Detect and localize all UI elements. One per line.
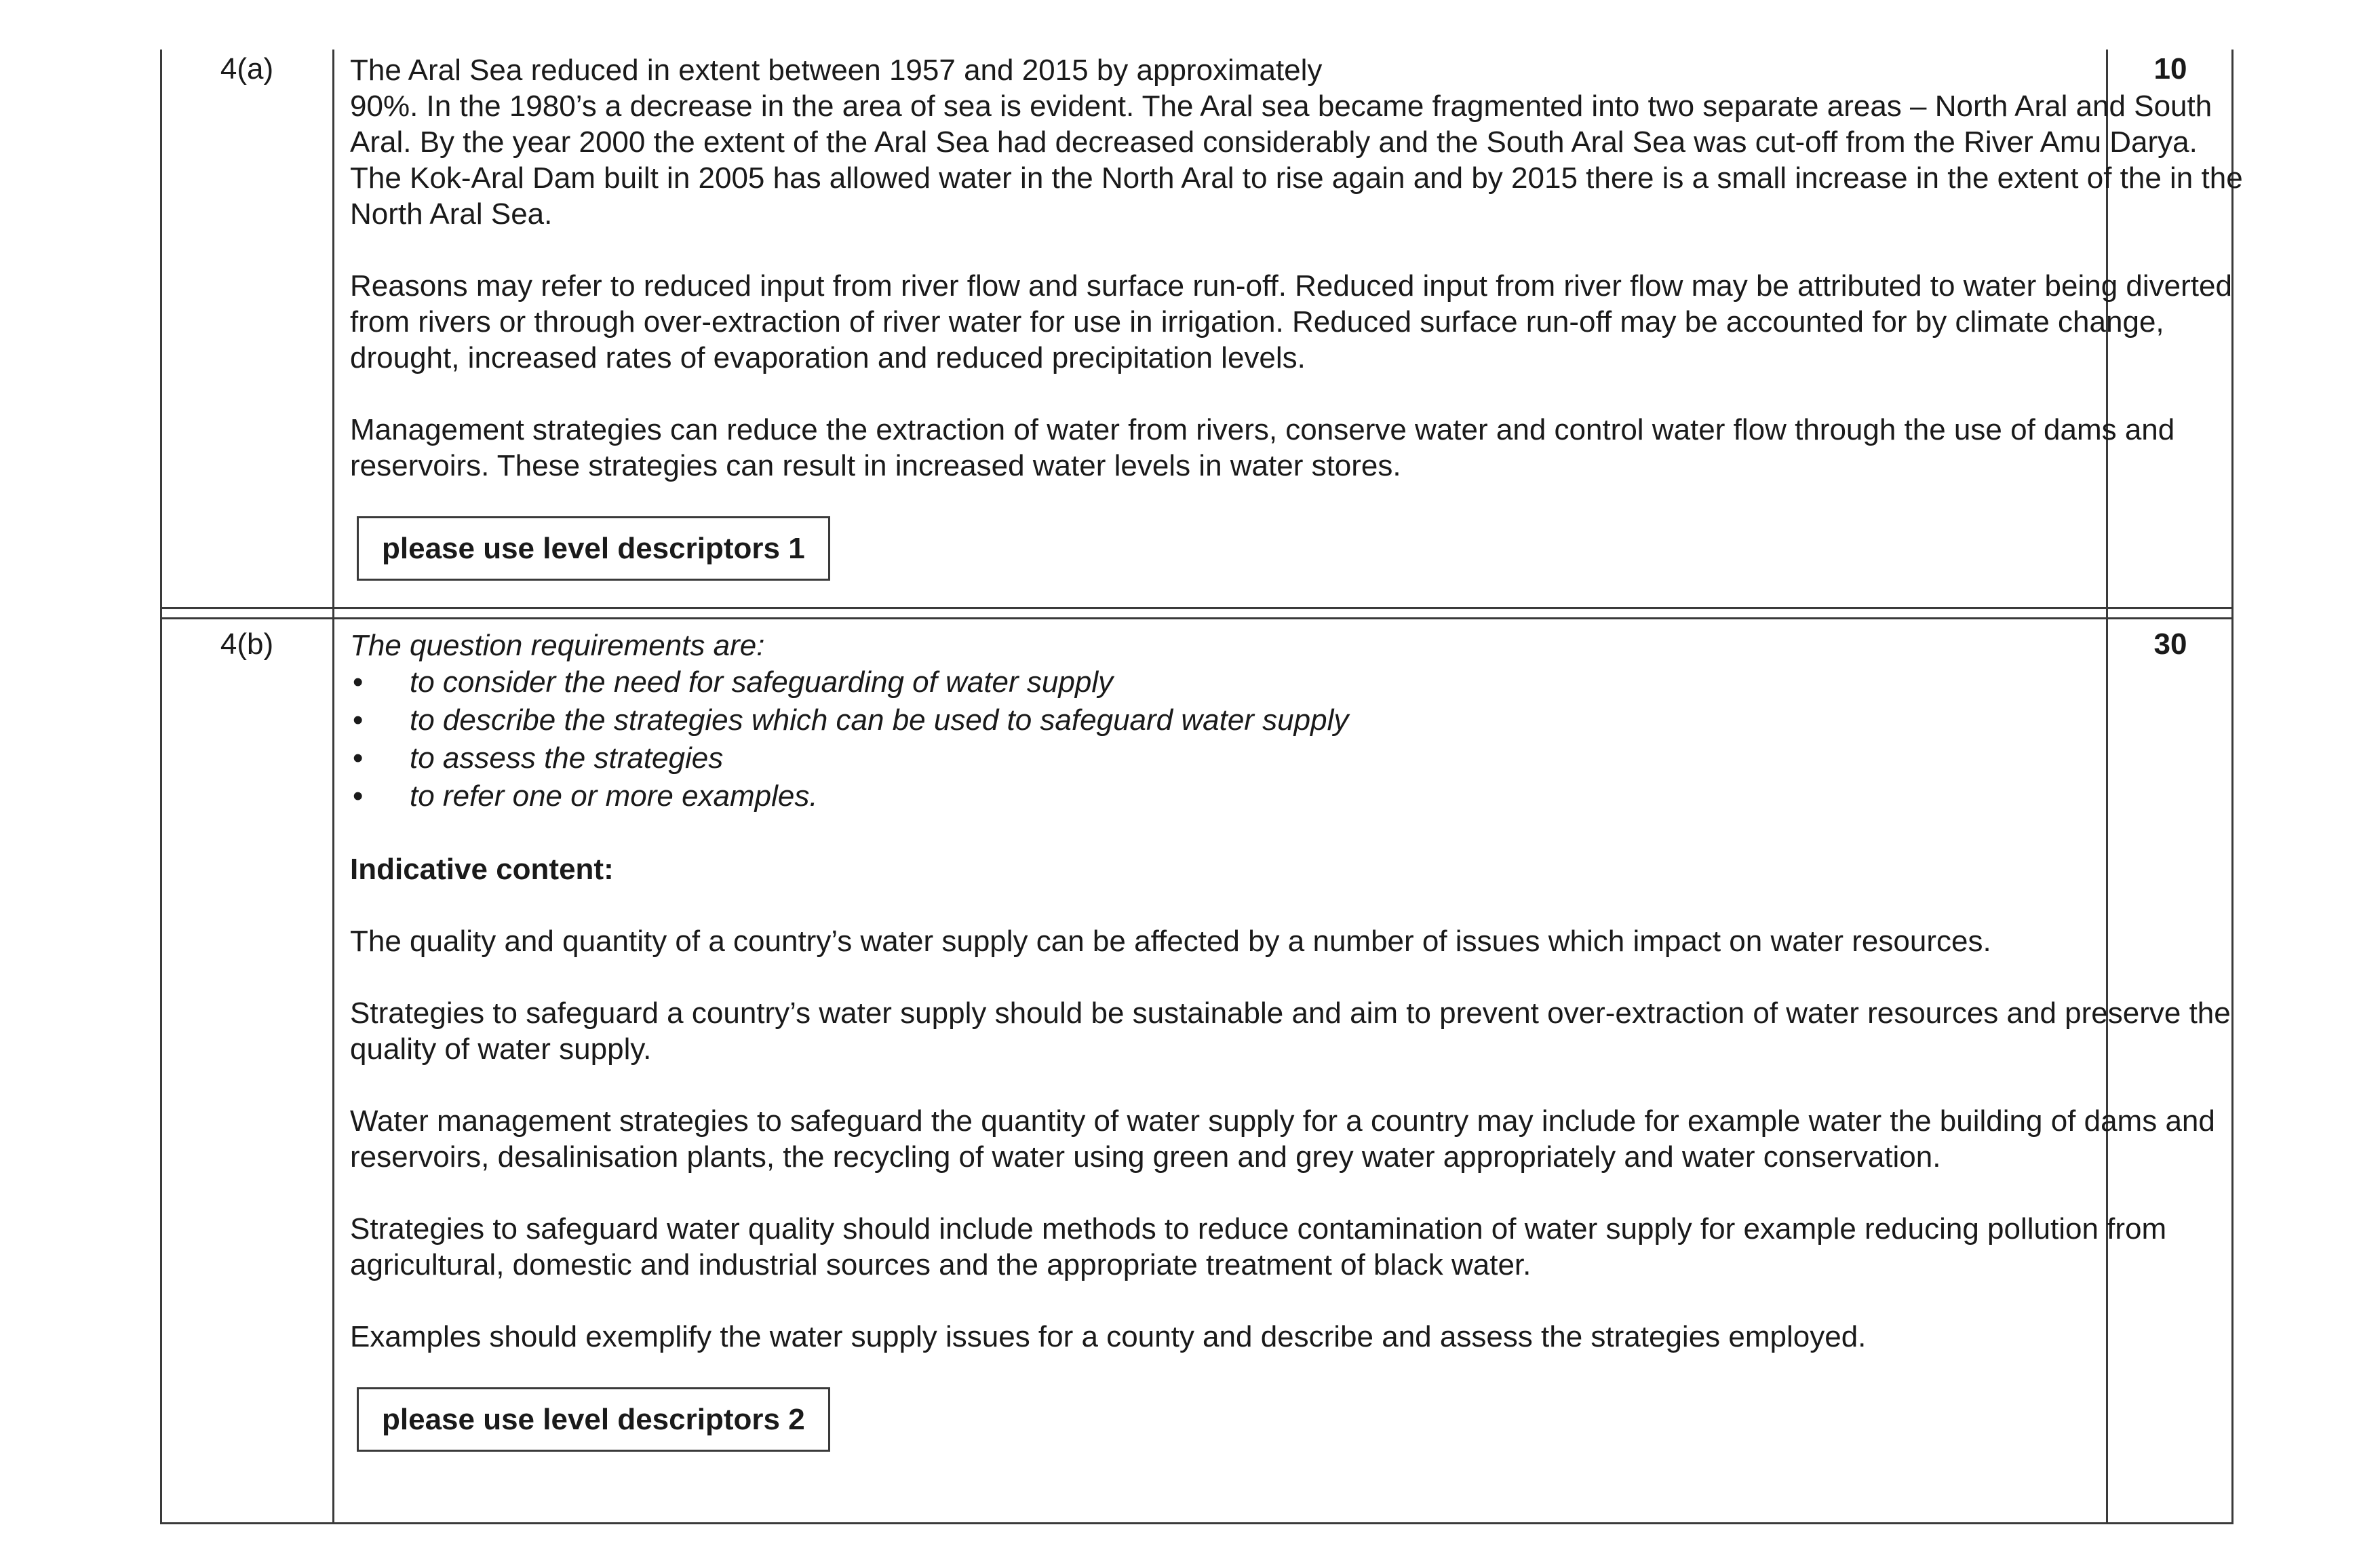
indicative-content-heading: Indicative content: (350, 853, 614, 886)
paragraph: Strategies to safeguard a country’s water supply should be sustainable and aim to prevent over-extraction of water resources and preserve the quality of water supply. (350, 997, 2231, 1066)
requirements-intro: The question requirements are: (350, 629, 765, 662)
bullet-icon: • (353, 703, 364, 737)
question-number: 4(b) (220, 627, 274, 661)
bullet-icon: • (353, 665, 364, 699)
table-border-bottom (160, 1522, 2233, 1524)
marks-value: 10 (2153, 52, 2187, 85)
level-descriptors-box: please use level descriptors 2 (357, 1387, 830, 1452)
paragraph: 90%. In the 1980’s a decrease in the area of sea is evident. The Aral sea became fragmented into two separate areas – North Aral and South Aral. By the year 2000 the extent of the Aral Sea had decreased considerably and the South Aral Sea was cut-off from the River Amu Darya. The Kok-Aral Dam built in 2005 has allowed water in the North Aral to rise again and by 2015 there is a small increase in the extent of the in the North Aral Sea. (350, 90, 2243, 231)
bullet-icon: • (353, 779, 364, 813)
paragraph: Management strategies can reduce the extraction of water from rivers, conserve water and control water flow through the use of dams and reservoirs. These strategies can result in increased water levels in water stores. (350, 413, 2175, 482)
requirements-list (350, 663, 2249, 815)
answer-content (350, 52, 2249, 581)
paragraph: Strategies to safeguard water quality should include methods to reduce contamination of water supply for example reducing pollution from agricultural, domestic and industrial sources and the appropriate treatment of black water. (350, 1212, 2167, 1281)
paragraph: Reasons may refer to reduced input from river flow and surface run-off. Reduced input from river flow may be attributed to water being diverted from rivers or through over-extraction of river water for use in irrigation. Reduced surface run-off may be accounted for by climate change, drought, increased rates of evaporation and reduced precipitation levels. (350, 269, 2232, 374)
paragraph: The quality and quantity of a country’s water supply can be affected by a number of issues which impact on water resources. (350, 925, 1991, 958)
bullet-icon: • (353, 741, 364, 775)
paragraph: Examples should exemplify the water supply issues for a county and describe and assess the strategies employed. (350, 1320, 1867, 1353)
list-item: • to consider the need for safeguarding of water supply (350, 663, 2249, 701)
table-border-left (160, 50, 162, 1524)
answer-content (350, 627, 2249, 1452)
paragraph: The Aral Sea reduced in extent between 1957 and 2015 by approximately (350, 54, 1323, 87)
column-divider-question (332, 50, 334, 1524)
row-divider-top (160, 607, 2233, 609)
list-item: • to assess the strategies (350, 739, 2249, 777)
mark-scheme-table (160, 50, 2243, 1524)
paragraph: Water management strategies to safeguard the quantity of water supply for a country may include for example water the building of dams and reservoirs, desalinisation plants, the recycling of water using green and grey water appropriately and water conservation. (350, 1104, 2215, 1174)
list-item: • to describe the strategies which can be used to safeguard water supply (350, 701, 2249, 739)
question-number: 4(a) (220, 52, 274, 85)
level-descriptors-box: please use level descriptors 1 (357, 516, 830, 581)
row-divider-bottom (160, 617, 2233, 619)
list-item: • to refer one or more examples. (350, 777, 2249, 815)
marks-value: 30 (2153, 627, 2187, 661)
